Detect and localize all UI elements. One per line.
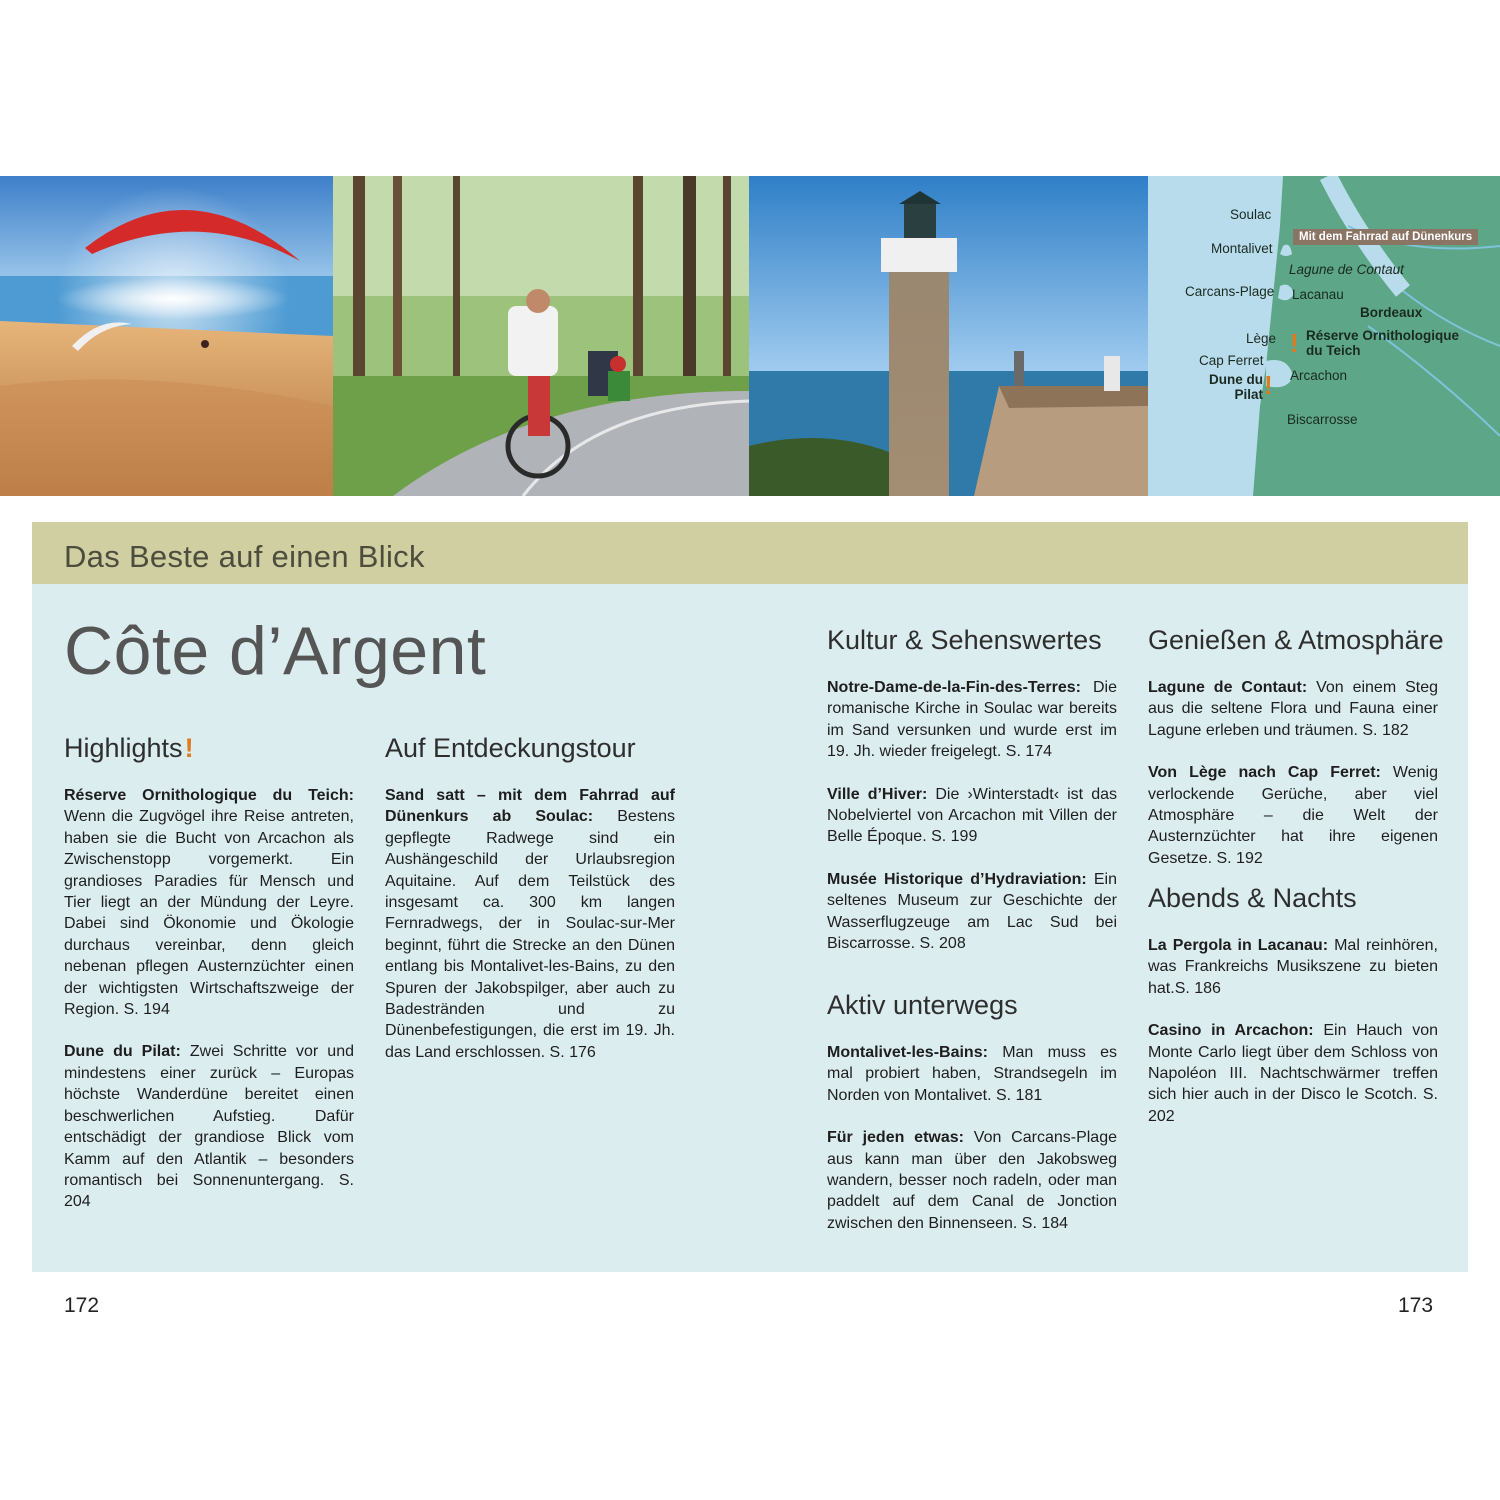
map-label-montalivet: Montalivet [1211, 241, 1273, 256]
paraglider-dune-photo [0, 176, 333, 496]
aktiv-heading: Aktiv unterwegs [827, 990, 1018, 1020]
abends-heading: Abends & Nachts [1148, 883, 1357, 913]
map-label-cap-ferret: Cap Ferret [1199, 353, 1264, 368]
map-label-lacanau: Lacanau [1292, 287, 1344, 302]
section-title: Das Beste auf einen Blick [64, 539, 425, 574]
map-label-arcachon: Arcachon [1290, 368, 1348, 383]
lighthouse-photo [749, 176, 1148, 496]
exclamation-icon: ! [1290, 328, 1299, 358]
list-item: Casino in Arcachon: Ein Hauch von Monte Carlo liegt über dem Schloss von Napoléon III. Nachtschwärmer treffen sich hier auch in der Disco le Scotch. S. 202 [1148, 1022, 1439, 1125]
abends-column [1148, 881, 1438, 1148]
geniessen-heading: Genießen & Atmosphäre [1148, 625, 1444, 655]
list-item: Ville d’Hiver: Die ›Winterstadt‹ ist das Nobelviertel von Arcachon mit Villen der Belle Époque. S. 199 [827, 785, 1117, 846]
map-label-lege: Lège [1246, 331, 1277, 346]
map-label-carcans: Carcans-Plage [1185, 284, 1275, 299]
list-item: Sand satt – mit dem Fahrrad auf Dünenkurs ab Soulac: Bestens gepflegte Radwege sind ein Aushängeschild der Urlaubsregion Aquitaine. Auf dem Teilstück des insgesamt ca. 300 km langen Fernradwegs, der in Soulac-sur-Mer beginnt, führt die Strecke an den Dünen entlang bis Montalivet-les-Bains, zu den Spuren der Jakobspilger, aber auch zu Badestränden und zu Dünenbefestigungen, die erst im 19. Jh. das Land erschlossen. S. 176 [385, 787, 676, 1061]
map-label-soulac: Soulac [1230, 207, 1272, 222]
list-item: La Pergola in Lacanau: Mal reinhören, was Frankreichs Musikszene zu bieten hat.S. 186 [1148, 937, 1438, 997]
list-item: Dune du Pilat: Zwei Schritte vor und mindestens einer zurück – Europas höchste Wanderdüne bereitet einen beschwerlichen Aufstieg. Dafür entschädigt der grandiose Blick vom Kamm auf den Atlantik – besonders romantisch bei Sonnenuntergang. S. 204 [64, 1043, 354, 1211]
exclamation-icon: ! [184, 733, 194, 763]
map-label-biscarrosse: Biscarrosse [1287, 412, 1358, 427]
list-item: Notre-Dame-de-la-Fin-des-Terres: Die romanische Kirche in Soulac war bereits im Sand versunken und wurde erst im 19. Jh. wieder freigelegt. S. 174 [827, 679, 1117, 761]
list-item: Musée Historique d’Hydraviation: Ein seltenes Museum zur Geschichte der Wasserflugzeuge am Lac Sud bei Biscarrosse. S. 208 [827, 870, 1117, 953]
aktiv-column [827, 988, 1117, 1255]
tour-heading: Auf Entdeckungstour [385, 733, 636, 763]
list-item: Lagune de Contaut: Von einem Steg aus die seltene Flora und Fauna einer Lagune erleben und träumen. S. 182 [1148, 679, 1438, 739]
cyclists-forest-photo [333, 176, 749, 496]
page-number-left: 172 [64, 1294, 100, 1317]
map-label-dune: Dune du Pilat [1209, 372, 1263, 402]
tour-column [385, 731, 675, 1084]
page-number-right: 173 [1398, 1294, 1434, 1317]
list-item: Réserve Ornithologique du Teich: Wenn die Zugvögel ihre Reise antreten, haben sie die Bucht von Arcachon als Zwischenstopp vorgemerkt. Ein grandioses Paradies für Mensch und Tier liegt an der Mündung der Leyre. Dabei sind Ökonomie und Ökologie durchaus vereinbar, denn gleich nebenan pflegen Austernzüchter einen der wichtigsten Wirtschaftszweige der Region. S. 194 [64, 787, 354, 1019]
map-label-lagune: Lagune de Contaut [1289, 262, 1404, 277]
highlights-heading: Highlights! [64, 733, 194, 763]
kultur-heading: Kultur & Sehenswertes [827, 625, 1102, 655]
page-title: Côte d’Argent [64, 613, 487, 689]
kultur-column [827, 623, 1117, 975]
section-band [32, 522, 1468, 584]
geniessen-column [1148, 623, 1444, 890]
exclamation-icon: ! [1264, 370, 1273, 400]
list-item: Montalivet-les-Bains: Man muss es mal probiert haben, Strandsegeln im Norden von Montalivet. S. 181 [827, 1044, 1117, 1104]
map-tour-tag: Mit dem Fahrrad auf Dünenkurs [1293, 229, 1478, 245]
map-label-bordeaux: Bordeaux [1360, 305, 1423, 320]
highlights-column [64, 731, 354, 1234]
list-item: Für jeden etwas: Von Carcans-Plage aus kann man über den Jakobsweg wandern, besser noch radeln, oder man paddelt auf dem Canal de Jonction zwischen den Binnenseen. S. 184 [827, 1129, 1117, 1232]
list-item: Von Lège nach Cap Ferret: Wenig verlockende Gerüche, aber viel Atmosphäre – die Welt der Austernzüchter hat ihre eigenen Gesetze. S. 192 [1148, 764, 1438, 867]
map-label-reserve: Réserve Ornithologique du Teich [1306, 328, 1460, 358]
